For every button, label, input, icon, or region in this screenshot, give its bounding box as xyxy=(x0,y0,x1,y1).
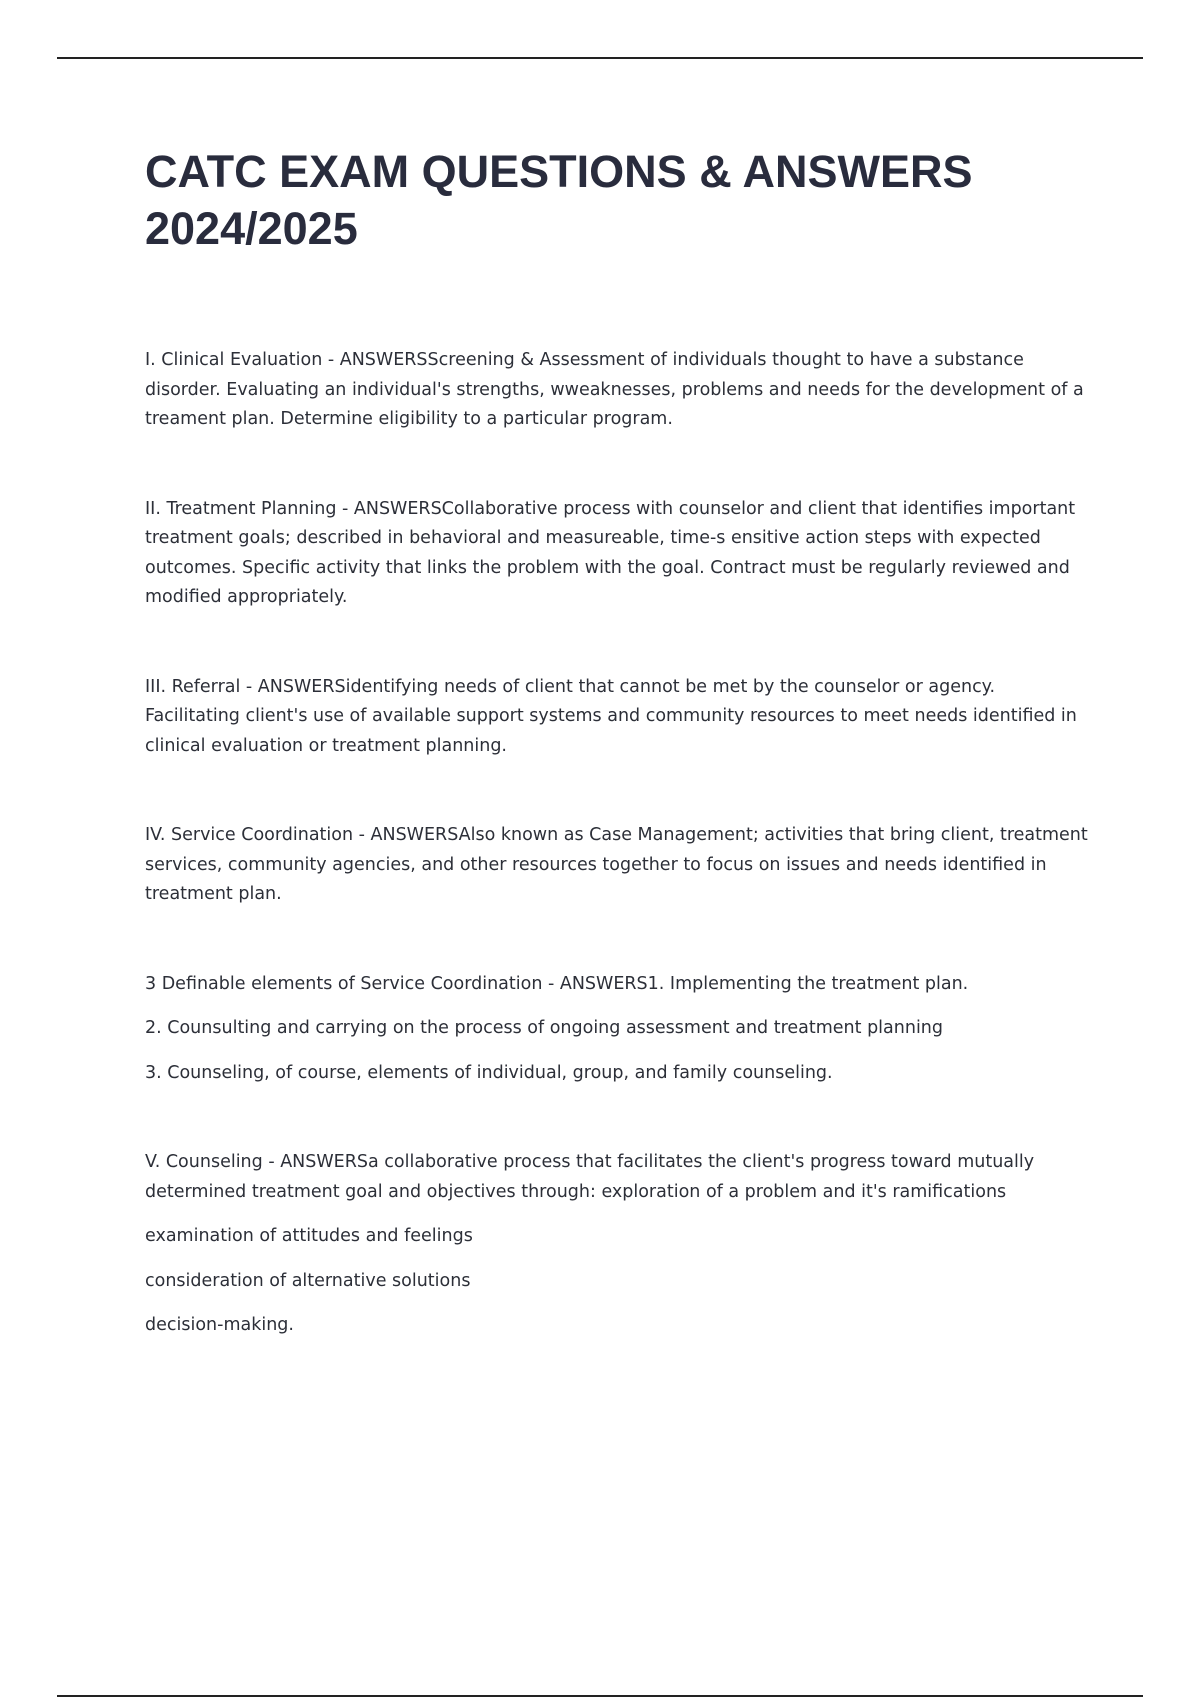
list-item: consideration of alternative solutions xyxy=(145,1270,471,1291)
section-clinical-evaluation xyxy=(145,346,1095,435)
qa-paragraph: IV. Service Coordination - ANSWERSAlso known as Case Management; activities that bring client, treatment services, community agencies, and other resources together to focus on issues and needs identified in treatment plan. xyxy=(145,825,1088,904)
bottom-divider xyxy=(57,1695,1143,1697)
qa-paragraph: III. Referral - ANSWERSidentifying needs of client that cannot be met by the counselor or agency. Facilitating client's use of available support systems and community resources to meet needs identified in clinical evaluation or treatment planning. xyxy=(145,676,1077,756)
section-service-coordination-elements xyxy=(145,970,1095,1089)
top-divider xyxy=(57,57,1143,59)
section-counseling xyxy=(145,1148,1095,1341)
list-item: 3. Counseling, of course, elements of individual, group, and family counseling. xyxy=(145,1062,833,1083)
section-service-coordination xyxy=(145,821,1095,910)
section-treatment-planning xyxy=(145,495,1095,613)
document-body xyxy=(145,346,1095,1341)
qa-paragraph: I. Clinical Evaluation - ANSWERSScreening & Assessment of individuals thought to have a substance disorder. Evaluating an individual's strengths, wweaknesses, problems and needs for the development of a treament plan. Determine eligibility to a particular program. xyxy=(145,350,1084,429)
list-item: 2. Counsulting and carrying on the process of ongoing assessment and treatment planning xyxy=(145,1018,944,1038)
qa-paragraph: II. Treatment Planning - ANSWERSCollaborative process with counselor and client that identifies important treatment goals; described in behavioral and measureable, time-s ensitive action steps with expected outcomes. Specific activity that links the problem with the goal. Contract must be regularly reviewed and modified appropriately. xyxy=(145,498,1076,607)
list-item: decision-making. xyxy=(145,1315,294,1335)
document-title: CATC EXAM QUESTIONS & ANSWERS 2024/2025 xyxy=(145,146,973,254)
qa-paragraph: 3 Definable elements of Service Coordination - ANSWERS1. Implementing the treatment plan. xyxy=(145,973,969,994)
section-referral xyxy=(145,673,1095,762)
qa-paragraph: V. Counseling - ANSWERSa collaborative process that facilitates the client's progress toward mutually determined treatment goal and objectives through: exploration of a problem and it's ramifications xyxy=(145,1152,1035,1202)
list-item: examination of attitudes and feelings xyxy=(145,1226,473,1246)
